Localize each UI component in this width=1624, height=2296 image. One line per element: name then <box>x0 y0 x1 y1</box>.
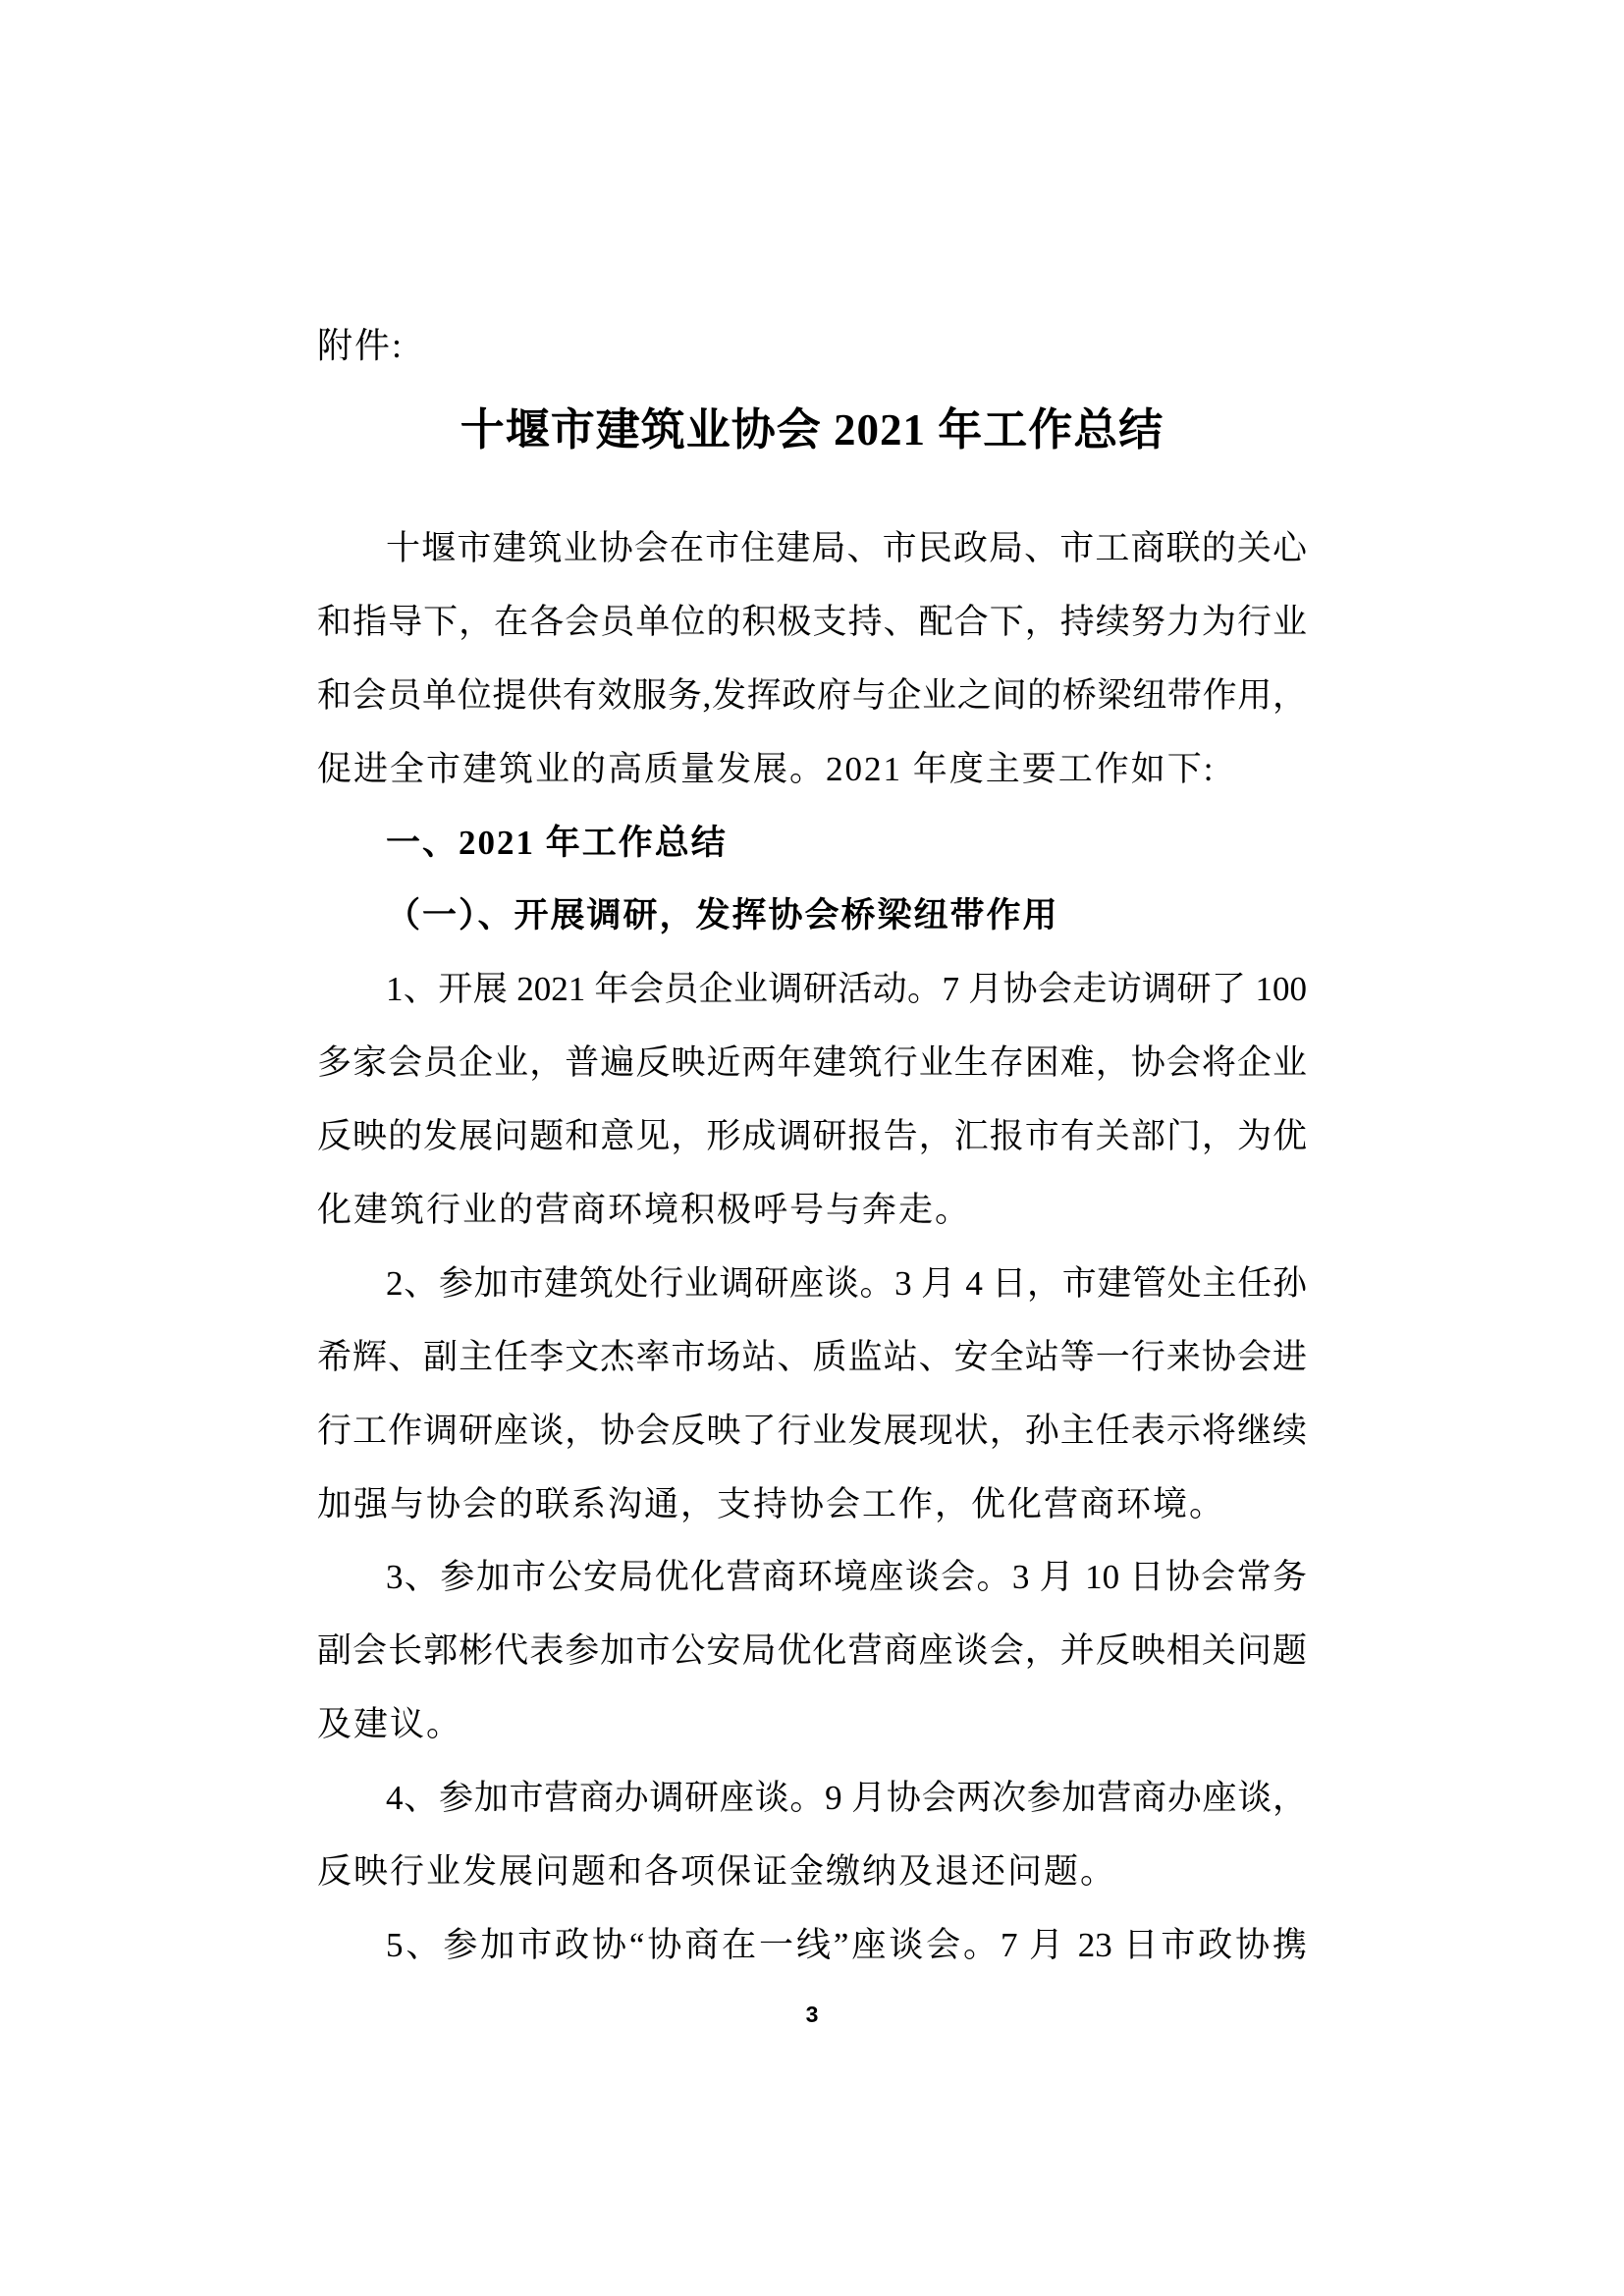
body-line: 反映的发展问题和意见，形成调研报告，汇报市有关部门，为优 <box>317 1117 1307 1156</box>
body-line: 一、2021 年工作总结 <box>386 823 728 862</box>
body-line: 十堰市建筑业协会在市住建局、市民政局、市工商联的关心 <box>386 529 1307 567</box>
body-line: 4、参加市营商办调研座谈。9 月协会两次参加营商办座谈， <box>386 1779 1307 1818</box>
body-line: 副会长郭彬代表参加市公安局优化营商座谈会，并反映相关问题 <box>317 1631 1307 1671</box>
body-line: 希辉、副主任李文杰率市场站、质监站、安全站等一行来协会进 <box>317 1337 1307 1376</box>
document-body <box>317 512 1307 1983</box>
body-line: 1、开展 2021 年会员企业调研活动。7 月协会走访调研了 100 <box>386 970 1307 1009</box>
body-line: 和指导下，在各会员单位的积极支持、配合下，持续努力为行业 <box>317 602 1307 641</box>
body-line: 3、参加市公安局优化营商环境座谈会。3 月 10 日协会常务 <box>386 1558 1307 1597</box>
attachment-label: 附件: <box>317 326 405 365</box>
document-title: 十堰市建筑业协会 2021 年工作总结 <box>460 405 1164 454</box>
body-line: 和会员单位提供有效服务,发挥政府与企业之间的桥梁纽带作用， <box>317 675 1307 715</box>
body-line: 2、参加市建筑处行业调研座谈。3 月 4 日，市建管处主任孙 <box>386 1263 1307 1303</box>
page-number: 3 <box>805 2002 819 2027</box>
body-line: 加强与协会的联系沟通，支持协会工作，优化营商环境。 <box>317 1484 1226 1523</box>
body-line: 及建议。 <box>317 1705 463 1744</box>
body-line: （一）、开展调研，发挥协会桥梁纽带作用 <box>386 896 1059 935</box>
body-line: 化建筑行业的营商环境积极呼号与奔走。 <box>317 1191 972 1230</box>
body-line: 多家会员企业，普遍反映近两年建筑行业生存困难，协会将企业 <box>317 1043 1307 1083</box>
body-line: 促进全市建筑业的高质量发展。2021 年度主要工作如下: <box>317 749 1216 788</box>
body-line: 5、参加市政协“协商在一线”座谈会。7 月 23 日市政协携 <box>386 1925 1307 1964</box>
body-line: 行工作调研座谈，协会反映了行业发展现状，孙主任表示将继续 <box>317 1411 1307 1450</box>
body-line: 反映行业发展问题和各项保证金缴纳及退还问题。 <box>317 1852 1117 1892</box>
